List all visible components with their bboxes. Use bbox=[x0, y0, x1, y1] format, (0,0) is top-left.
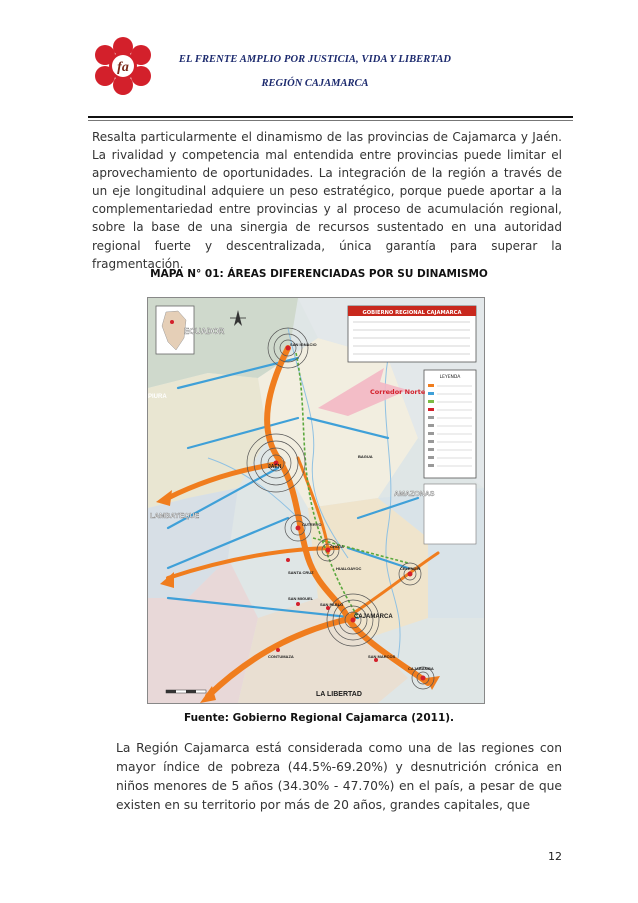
label-piura: PIURA bbox=[148, 394, 167, 400]
page-number: 12 bbox=[548, 850, 562, 863]
label-san-miguel: SAN MIGUEL bbox=[288, 596, 314, 601]
label-bagua: BAGUA bbox=[358, 454, 373, 459]
label-san-marcos: SAN MARCOS bbox=[368, 654, 396, 659]
label-lambayeque: LAMBAYEQUE bbox=[150, 513, 200, 520]
paragraph-1: Resalta particularmente el dinamismo de las provincias de Cajamarca y Jaén. La rivalidad y competencia mal entendida entre provincias puede limitar el aprovechamiento de oportunidades. La integración de la región a través de un eje longitudinal adquiere un peso estratégico, porque puede aportar a la complementariedad entre provincias y al proceso de acumulación regional, sobre la base de una sinergia de recursos sustentado en una autoridad regional fuerte y descentralizada, única garantía para superar la fragmentación. bbox=[92, 130, 562, 271]
label-celendin: CELENDÍN bbox=[400, 566, 421, 571]
header-line2: REGIÓN CAJAMARCA bbox=[261, 78, 369, 89]
map-svg bbox=[148, 298, 484, 703]
header-rule bbox=[88, 116, 573, 118]
label-cajabamba: CAJABAMBA bbox=[408, 666, 434, 671]
map-legend bbox=[424, 370, 476, 478]
logo-text: fa bbox=[117, 60, 129, 75]
label-la-libertad: LA LIBERTAD bbox=[316, 691, 362, 698]
map-title-box bbox=[348, 306, 476, 362]
label-corredor-norte: Corredor Norte bbox=[370, 388, 426, 396]
label-contumaza: CONTUMAZA bbox=[268, 654, 294, 659]
label-jaen: JAÉN bbox=[268, 464, 282, 470]
label-san-pablo: SAN PABLO bbox=[320, 602, 344, 607]
label-amazonas: AMAZONAS bbox=[394, 491, 435, 498]
label-ecuador: ECUADOR bbox=[184, 327, 225, 336]
header-rule-thin bbox=[88, 120, 573, 121]
header-line1: EL FRENTE AMPLIO POR JUSTICIA, VIDA Y LIBERTAD bbox=[178, 54, 452, 65]
map-caption: MAPA N° 01: ÁREAS DIFERENCIADAS POR SU DINAMISMO bbox=[150, 268, 488, 280]
label-hualgayoc: HUALGAYOC bbox=[336, 566, 362, 571]
label-cajamarca: CAJAMARCA bbox=[354, 614, 393, 620]
label-santa-cruz: SANTA CRUZ bbox=[288, 570, 314, 575]
scale-bar bbox=[166, 690, 206, 693]
source-caption: Fuente: Gobierno Regional Cajamarca (2011). bbox=[183, 712, 455, 724]
label-san-ignacio: SAN IGNACIO bbox=[290, 342, 317, 347]
label-cutervo: CUTERVO bbox=[302, 522, 322, 527]
paragraph-2: La Región Cajamarca está considerada como una de las regiones con mayor índice de pobreza (44.5%-69.20%) y desnutrición crónica en niños menores de 5 años (34.30% - 47.70%) en el país, a pesar de que existen en su territorio por más de 20 años, grandes capitales, que bbox=[116, 741, 562, 812]
frente-amplio-logo bbox=[88, 36, 158, 96]
svg-text:LEYENDA: LEYENDA bbox=[439, 375, 461, 380]
map-figure bbox=[147, 297, 485, 704]
label-chota: CHOTA bbox=[330, 544, 344, 549]
map-title-text: GOBIERNO REGIONAL CAJAMARCA bbox=[362, 310, 462, 316]
